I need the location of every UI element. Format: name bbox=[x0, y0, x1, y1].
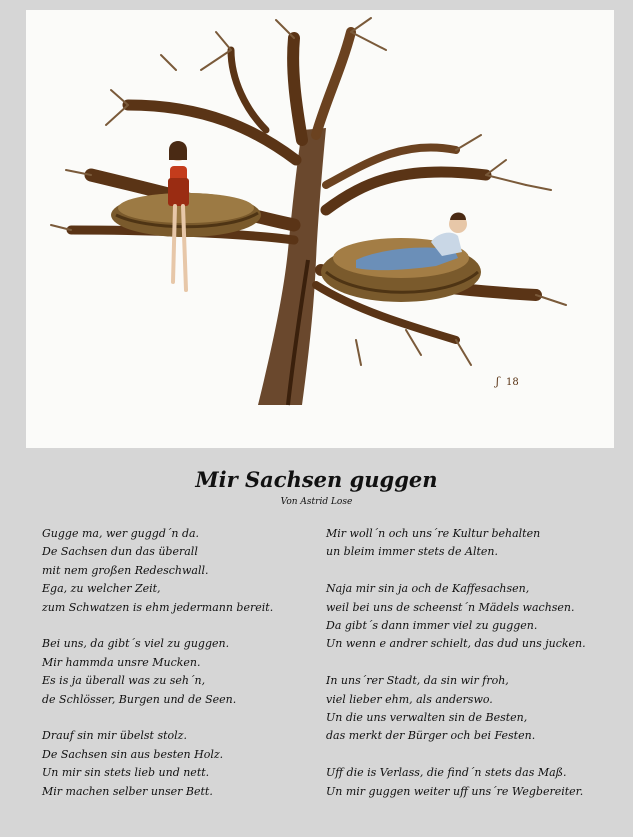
stanza bbox=[326, 672, 626, 746]
poem-line: Un die uns verwalten sin de Besten, bbox=[326, 711, 528, 725]
stanza bbox=[42, 525, 312, 617]
watercolor-painting bbox=[26, 10, 614, 448]
stanza bbox=[326, 525, 626, 562]
poem-line: Uff die is Verlass, die find´n stets das Maß. bbox=[326, 766, 567, 780]
poem-line: Gugge ma, wer guggd´n da. bbox=[42, 527, 200, 540]
poem-column-left bbox=[42, 525, 312, 819]
poem-line: viel lieber ehm, als anderswo. bbox=[326, 692, 493, 706]
tree-with-nests-illustration bbox=[26, 10, 614, 448]
poem-title: Mir Sachsen guggen bbox=[195, 467, 438, 492]
poem-line: Bei uns, da gibt´s viel zu guggen. bbox=[42, 637, 230, 651]
poem-author: Von Astrid Lose bbox=[280, 497, 353, 507]
stanza bbox=[42, 635, 312, 709]
stanza bbox=[326, 580, 626, 654]
poem-line: Ega, zu welcher Zeit, bbox=[42, 582, 161, 596]
poem-line: Drauf sin mir übelst stolz. bbox=[42, 729, 187, 743]
poem-line: Un wenn e andrer schielt, das dud uns jucken. bbox=[326, 637, 586, 651]
painting-signature: 18 bbox=[506, 377, 519, 388]
poem-line: Mir machen selber unser Bett. bbox=[42, 784, 213, 798]
poem-line: Naja mir sin ja och de Kaffesachsen, bbox=[326, 582, 530, 596]
poem-column-right bbox=[326, 525, 626, 819]
poem-line: zum Schwatzen is ehm jedermann bereit. bbox=[42, 600, 274, 614]
poem-line: weil bei uns de scheenst´n Mädels wachsen. bbox=[326, 600, 575, 614]
poem-line: Mir woll´n och uns´re Kultur behalten bbox=[326, 527, 541, 540]
stanza bbox=[326, 764, 626, 801]
poem-line: Un mir guggen weiter uff uns´re Wegbereiter. bbox=[326, 784, 584, 798]
svg-text:ʃ: ʃ bbox=[496, 375, 499, 388]
poem-line: un bleim immer stets de Alten. bbox=[326, 545, 498, 559]
poem-line: In uns´rer Stadt, da sin wir froh, bbox=[326, 674, 509, 688]
poem-line: de Schlösser, Burgen und de Seen. bbox=[42, 692, 237, 706]
stanza bbox=[42, 727, 312, 801]
poem-line: das merkt der Bürger och bei Festen. bbox=[326, 729, 536, 743]
poem-line: Mir hammda unsre Mucken. bbox=[42, 655, 201, 669]
poem-line: Un mir sin stets lieb und nett. bbox=[42, 766, 210, 780]
poem-line: mit nem großen Redeschwall. bbox=[42, 563, 209, 577]
poem-line: Es is ja überall was zu seh´n, bbox=[42, 674, 206, 688]
poem-line: Da gibt´s dann immer viel zu guggen. bbox=[326, 619, 538, 633]
poem-line: De Sachsen sin aus besten Holz. bbox=[42, 747, 224, 761]
poem-line: De Sachsen dun das überall bbox=[42, 545, 198, 559]
